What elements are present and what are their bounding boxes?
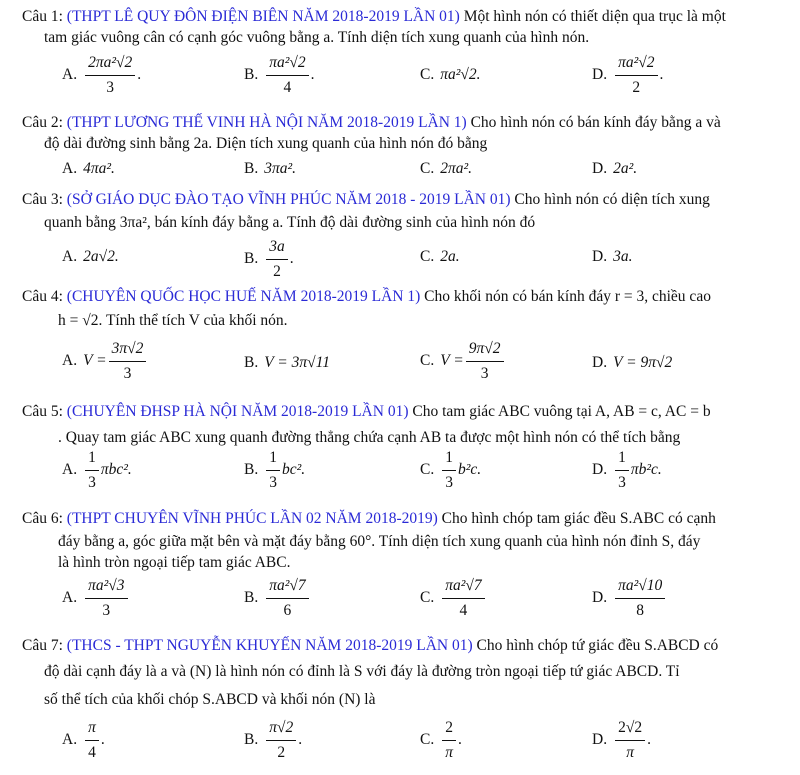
question-text: quanh bằng 3πa², bán kính đáy bằng a. Tính độ dài đường sinh của hình nón đó [44, 214, 536, 231]
option-a: A. $\frac{1}{3}$ πbc². [62, 449, 132, 491]
option-fraction: $\frac{\text{πa²√2}}{2}$ [615, 52, 657, 99]
question-2-line-1 [22, 113, 721, 133]
option-letter: B. [244, 66, 259, 84]
option-b: B. $\frac{\text{πa²√7}}{6}$ [244, 575, 311, 622]
question-text: Cho khối nón có bán kính đáy r = 3, chiều cao [424, 288, 711, 305]
question-text: đáy bằng a, góc giữa mặt bên và mặt đáy bằng 60°. Tính diện tích xung quanh của hình nón đỉnh S, đáy [58, 533, 701, 550]
option-a: A. 2a√2. [62, 248, 119, 265]
question-source: (CHUYÊN ĐHSP HÀ NỘI NĂM 2018-2019 LẦN 01) [66, 403, 409, 420]
option-letter: A. [62, 66, 78, 84]
option-text: πa²√2. [440, 66, 481, 83]
question-source: (THPT LƯƠNG THẾ VINH HÀ NỘI NĂM 2018-2019 LẦN 1) [66, 114, 467, 131]
question-6-line-1 [22, 509, 716, 529]
option-c [420, 66, 481, 84]
question-text: Một hình nón có thiết diện qua trục là một [463, 8, 726, 25]
option-fraction: $\frac{\text{πa²√2}}{4}$ [266, 52, 308, 99]
option-d: D. 3a. [592, 248, 633, 265]
option-c: C. V = $\frac{9\pi√2}{3}$ [420, 338, 506, 385]
question-text: . Quay tam giác ABC xung quanh đường thẳng chứa cạnh AB ta được một hình nón có thể tích bằng [58, 429, 681, 446]
option-d: D. $\frac{\text{πa²√2}}{2}$ . [592, 52, 663, 99]
option-a: A. $\frac{\text{πa²√3}}{3}$ [62, 575, 130, 622]
option-fraction: $\frac{\text{2πa²√2}}{3}$ [85, 52, 135, 99]
option-letter: C. [420, 66, 435, 83]
question-text: là hình tròn ngoại tiếp tam giác ABC. [58, 554, 291, 571]
option-c: C. 2a. [420, 248, 460, 265]
question-label: Câu 4: [22, 288, 63, 305]
question-source: (THPT LÊ QUY ĐÔN ĐIỆN BIÊN NĂM 2018-2019 LẦN 01) [66, 8, 460, 25]
question-text: tam giác vuông cân có cạnh góc vuông bằng a. Tính diện tích xung quanh của hình nón. [44, 29, 590, 46]
question-text: Cho tam giác ABC vuông tại A, AB = c, AC = b [412, 403, 711, 420]
question-7-line-1 [22, 636, 718, 656]
option-d: D. $\frac{2√2}{\pi}$ . [592, 719, 651, 761]
option-b: B. $\frac{3a}{2}$ . [244, 238, 294, 280]
question-5-line-1 [22, 402, 711, 422]
option-d: D. 2a². [592, 160, 638, 177]
option-b: B. $\frac{\text{πa²√2}}{4}$ . [244, 52, 315, 99]
question-text: Cho hình nón có diện tích xung [514, 191, 710, 208]
question-text: Cho hình chóp tứ giác đều S.ABCD có [476, 637, 719, 654]
question-text: Cho hình nón có bán kính đáy bằng a và [470, 114, 721, 131]
question-label: Câu 5: [22, 403, 63, 420]
question-label: Câu 2: [22, 114, 63, 131]
question-source: (SỞ GIÁO DỤC ĐÀO TẠO VĨNH PHÚC NĂM 2018 - 2019 LẦN 01) [66, 191, 511, 208]
question-label: Câu 6: [22, 510, 63, 527]
option-d: D. $\frac{1}{3}$ πb²c. [592, 449, 662, 491]
question-source: (CHUYÊN QUỐC HỌC HUẾ NĂM 2018-2019 LẦN 1) [66, 288, 421, 305]
option-b: B. $\frac{\pi√2}{2}$ . [244, 719, 303, 761]
option-b: B. $\frac{1}{3}$ bc². [244, 449, 306, 491]
question-text: số thể tích của khối chóp S.ABCD và khối nón (N) là [44, 691, 376, 708]
option-letter: D. [592, 66, 608, 84]
option-c: C. $\frac{2}{\pi}$ . [420, 719, 462, 761]
question-label: Câu 1: [22, 8, 63, 25]
option-b: B. V = 3π√11 [244, 354, 330, 371]
question-text: độ dài cạnh đáy là a và (N) là hình nón có đỉnh là S với đáy là đường tròn ngoại tiếp tứ giác ABCD. Tỉ [44, 663, 680, 680]
question-text: Cho hình chóp tam giác đều S.ABC có cạnh [441, 510, 716, 527]
option-a: A. $\frac{\text{2πa²√2}}{3}$ . [62, 52, 141, 99]
question-text: h = √2. Tính thể tích V của khối nón. [58, 312, 288, 329]
question-1-line-1 [22, 7, 726, 27]
question-source: (THPT CHUYÊN VĨNH PHÚC LẦN 02 NĂM 2018-2019) [66, 510, 438, 527]
option-a: A. $\frac{\pi}{4}$ . [62, 719, 105, 761]
option-c: C. $\frac{\text{πa²√7}}{4}$ [420, 575, 487, 622]
option-d: D. V = 9π√2 [592, 354, 673, 371]
question-label: Câu 3: [22, 191, 63, 208]
question-label: Câu 7: [22, 637, 63, 654]
option-d: D. $\frac{\text{πa²√10}}{8}$ [592, 575, 667, 622]
question-3-line-1 [22, 190, 710, 210]
question-source: (THCS - THPT NGUYỄN KHUYẾN NĂM 2018-2019 LẦN 01) [66, 637, 473, 654]
question-4-line-1 [22, 287, 711, 307]
option-c: C. 2πa². [420, 160, 473, 177]
option-a: A. V = $\frac{3\pi√2}{3}$ [62, 338, 148, 385]
option-b: B. 3πa². [244, 160, 297, 177]
question-text: độ dài đường sinh bằng 2a. Diện tích xung quanh của hình nón đó bằng [44, 135, 488, 152]
option-a: A. 4πa². [62, 160, 115, 177]
option-c: C. $\frac{1}{3}$ b²c. [420, 449, 482, 491]
